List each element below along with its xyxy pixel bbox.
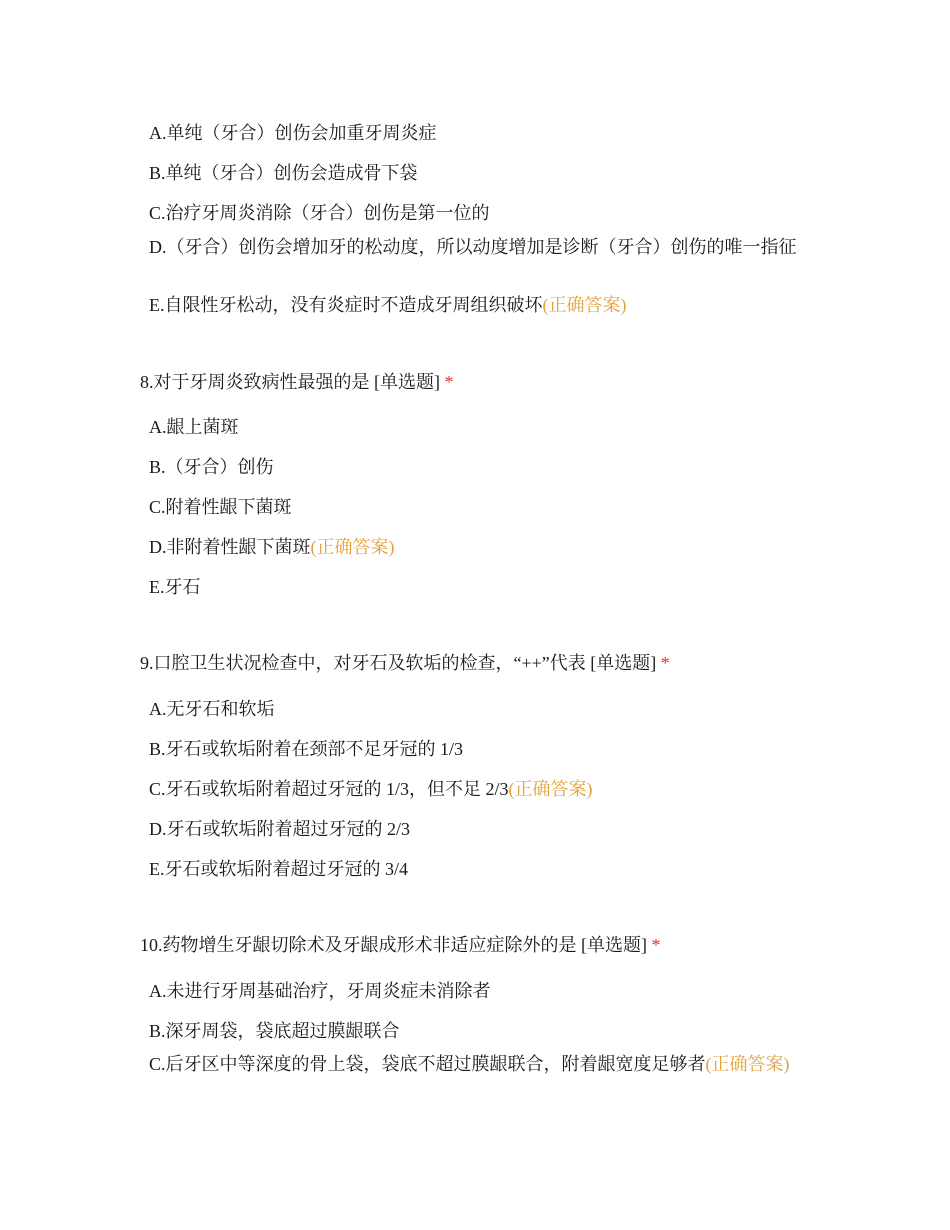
q7-option-e: E.自限性牙松动，没有炎症时不造成牙周组织破坏(正确答案) bbox=[149, 295, 627, 315]
required-asterisk: * bbox=[660, 653, 670, 673]
q8-option-e: E.牙石 bbox=[149, 577, 201, 597]
correct-answer-label: (正确答案) bbox=[310, 537, 395, 557]
q9-option-b: B.牙石或软垢附着在颈部不足牙冠的 1/3 bbox=[149, 739, 464, 759]
q9-title: 9.口腔卫生状况检查中，对牙石及软垢的检查，“++”代表 [单选题] * bbox=[140, 653, 670, 673]
q7-option-a: A.单纯（牙合）创伤会加重牙周炎症 bbox=[149, 123, 437, 143]
q7-option-c: C.治疗牙周炎消除（牙合）创伤是第一位的 bbox=[149, 203, 490, 223]
q7-option-b: B.单纯（牙合）创伤会造成骨下袋 bbox=[149, 163, 418, 183]
q9-option-d: D.牙石或软垢附着超过牙冠的 2/3 bbox=[149, 819, 410, 839]
correct-answer-label: (正确答案) bbox=[705, 1054, 790, 1074]
q8-option-b: B.（牙合）创伤 bbox=[149, 457, 274, 477]
q9-option-e: E.牙石或软垢附着超过牙冠的 3/4 bbox=[149, 859, 408, 879]
required-asterisk: * bbox=[444, 372, 454, 392]
q9-option-a: A.无牙石和软垢 bbox=[149, 699, 275, 719]
correct-answer-label: (正确答案) bbox=[542, 295, 627, 315]
q8-option-d: D.非附着性龈下菌斑(正确答案) bbox=[149, 537, 395, 557]
q10-option-a: A.未进行牙周基础治疗，牙周炎症未消除者 bbox=[149, 981, 491, 1001]
q10-option-b: B.深牙周袋，袋底超过膜龈联合 bbox=[149, 1021, 400, 1041]
q7-option-d: D.（牙合）创伤会增加牙的松动度，所以动度增加是诊断（牙合）创伤的唯一指征 bbox=[149, 237, 797, 257]
q9-option-c: C.牙石或软垢附着超过牙冠的 1/3，但不足 2/3(正确答案) bbox=[149, 779, 593, 799]
q8-title: 8.对于牙周炎致病性最强的是 [单选题] * bbox=[140, 372, 454, 392]
q8-option-a: A.龈上菌斑 bbox=[149, 417, 239, 437]
q10-option-c: C.后牙区中等深度的骨上袋，袋底不超过膜龈联合，附着龈宽度足够者(正确答案) bbox=[149, 1054, 790, 1074]
correct-answer-label: (正确答案) bbox=[508, 779, 593, 799]
q10-title: 10.药物增生牙龈切除术及牙龈成形术非适应症除外的是 [单选题] * bbox=[140, 935, 661, 955]
required-asterisk: * bbox=[651, 935, 661, 955]
q8-option-c: C.附着性龈下菌斑 bbox=[149, 497, 292, 517]
